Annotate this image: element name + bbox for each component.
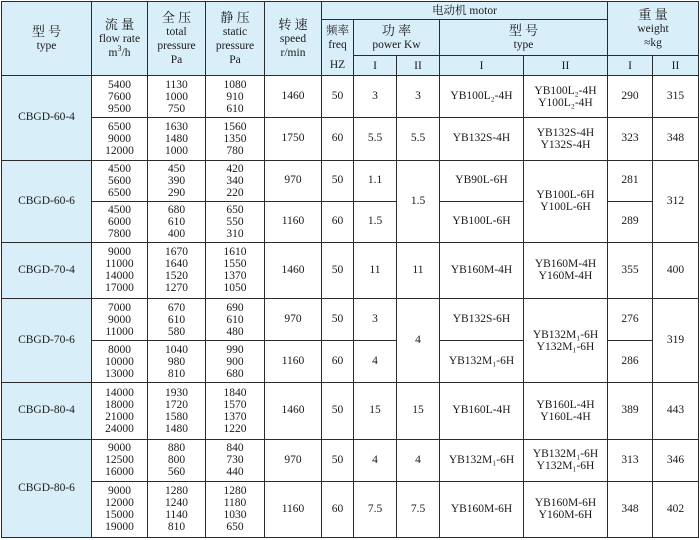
- table-row: [2, 481, 699, 537]
- weight-i-cell: 389: [608, 383, 653, 439]
- header-freq-cn: 频率: [326, 24, 349, 37]
- motor-type-ii-cell: YB100L-6H Y100L-6H: [524, 160, 608, 242]
- header-flow-unit: $m^3/h$: [108, 43, 131, 59]
- header-type-ii: II: [524, 56, 608, 76]
- weight-ii-cell: 315: [653, 76, 699, 118]
- static-pressure-cell: 1610 1550 1370 1050: [206, 242, 265, 298]
- motor-type-i-cell: YB160M-6H: [440, 481, 524, 537]
- motor-type-i-cell: YB100L₂-4H: [440, 76, 524, 118]
- speed-cell: 1460: [265, 242, 322, 298]
- header-mtype-en: type: [513, 38, 534, 51]
- weight-i-cell: 313: [608, 439, 653, 481]
- motor-type-i-cell: YB132S-4H: [440, 118, 524, 160]
- header-model-en: type: [36, 39, 57, 52]
- header-motor-type: [440, 20, 608, 56]
- header-total-cn: 全 压: [161, 9, 192, 25]
- power-i-cell: 4: [354, 439, 397, 481]
- header-power: [354, 20, 440, 56]
- weight-ii-cell: 346: [653, 439, 699, 481]
- header-power-ii: II: [397, 56, 440, 76]
- motor-type-ii-cell: YB160L-4H Y160L-4H: [524, 383, 608, 439]
- power-i-cell: 11: [354, 242, 397, 298]
- static-pressure-cell: 1560 1350 780: [206, 118, 265, 160]
- header-static-cn: 静 压: [220, 9, 250, 25]
- flow-cell: 4500 6000 7800: [92, 201, 148, 242]
- power-i-cell: 1.5: [354, 201, 397, 242]
- header-flow-cn: 流 量: [104, 16, 135, 32]
- motor-type-i-cell: YB90L-6H: [440, 160, 524, 201]
- header-static-en2: pressure: [215, 39, 255, 52]
- header-freq: [322, 20, 354, 76]
- header-power-i: I: [354, 56, 397, 76]
- freq-cell: 60: [322, 481, 354, 537]
- freq-cell: 60: [322, 118, 354, 160]
- motor-type-ii-cell: YB160M-6H Y160M-6H: [524, 481, 608, 537]
- header-weight-en: weight: [637, 22, 669, 35]
- header-weight-cn: 重 量: [638, 6, 668, 22]
- power-ii-cell: 3: [397, 76, 440, 118]
- table-row: [2, 76, 699, 118]
- header-mtype-cn: 型 号: [508, 22, 539, 38]
- power-i-cell: 15: [354, 383, 397, 439]
- header-weight: [608, 2, 699, 56]
- speed-cell: 1160: [265, 201, 322, 242]
- header-static-en1: static: [222, 25, 248, 38]
- weight-ii-cell: 443: [653, 383, 699, 439]
- static-pressure-cell: 1280 1180 1030 650: [206, 481, 265, 537]
- motor-type-ii-cell: YB132M₁-6H Y132M₁-6H: [524, 439, 608, 481]
- weight-ii-cell: 348: [653, 118, 699, 160]
- table-row: [2, 299, 699, 341]
- flow-cell: 6500 9000 12000: [92, 118, 148, 160]
- freq-cell: 50: [322, 160, 354, 201]
- power-ii-cell: 11: [397, 242, 440, 298]
- fan-model: CBGD-70-4: [2, 242, 92, 298]
- fan-model: CBGD-80-6: [2, 439, 92, 537]
- total-pressure-cell: 1280 1240 1140 810: [148, 481, 206, 537]
- weight-i-cell: 355: [608, 242, 653, 298]
- total-pressure-cell: 880 800 560: [148, 439, 206, 481]
- table-row: [2, 439, 699, 481]
- static-pressure-cell: 690 610 480: [206, 299, 265, 341]
- header-speed-cn: 转 速: [278, 16, 308, 32]
- fan-model: CBGD-60-4: [2, 76, 92, 160]
- motor-type-ii-cell: YB160M-4H Y160M-4H: [524, 242, 608, 298]
- freq-cell: 60: [322, 341, 354, 383]
- power-ii-cell: 15: [397, 383, 440, 439]
- header-speed: [265, 2, 322, 76]
- header-motor: 电动机 motor: [322, 2, 608, 20]
- weight-i-cell: 323: [608, 118, 653, 160]
- freq-cell: 50: [322, 76, 354, 118]
- flow-cell: 9000 12500 16000: [92, 439, 148, 481]
- speed-cell: 1160: [265, 341, 322, 383]
- header-total-unit: Pa: [170, 53, 183, 66]
- speed-cell: 1460: [265, 76, 322, 118]
- motor-type-i-cell: YB160L-4H: [440, 383, 524, 439]
- motor-type-ii-cell: YB100L₂-4H Y100L₂-4H: [524, 76, 608, 118]
- header-speed-unit: r/min: [280, 46, 306, 59]
- motor-type-i-cell: YB132S-6H: [440, 299, 524, 341]
- header-weight-ii: II: [653, 56, 699, 76]
- header-total-en2: pressure: [157, 39, 196, 52]
- flow-cell: 9000 12000 15000 19000: [92, 481, 148, 537]
- fan-model: CBGD-60-6: [2, 160, 92, 242]
- total-pressure-cell: 1630 1480 1000: [148, 118, 206, 160]
- header-total-pressure: [148, 2, 206, 76]
- static-pressure-cell: 1080 910 610: [206, 76, 265, 118]
- weight-i-cell: 348: [608, 481, 653, 537]
- total-pressure-cell: 1040 980 810: [148, 341, 206, 383]
- speed-cell: 970: [265, 160, 322, 201]
- flow-cell: 14000 18000 21000 24000: [92, 383, 148, 439]
- fan-model: CBGD-70-6: [2, 299, 92, 383]
- weight-ii-cell: 312: [653, 160, 699, 242]
- weight-i-cell: 286: [608, 341, 653, 383]
- table-row: [2, 383, 699, 439]
- total-pressure-cell: 1130 1000 750: [148, 76, 206, 118]
- header-weight-unit: ≈kg: [644, 36, 662, 49]
- power-i-cell: 3: [354, 76, 397, 118]
- static-pressure-cell: 840 730 440: [206, 439, 265, 481]
- header-freq-en: freq: [328, 38, 347, 51]
- header-type-i: I: [440, 56, 524, 76]
- header-flow-en: flow rate: [98, 32, 141, 45]
- flow-cell: 4500 5600 6500: [92, 160, 148, 201]
- motor-type-i-cell: YB100L-6H: [440, 201, 524, 242]
- header-static-pressure: [206, 2, 265, 76]
- header-flow: [92, 2, 148, 76]
- freq-cell: 50: [322, 299, 354, 341]
- table-row: [2, 160, 699, 201]
- total-pressure-cell: 680 610 400: [148, 201, 206, 242]
- flow-cell: 8000 10000 13000: [92, 341, 148, 383]
- motor-type-ii-cell: YB132S-4H Y132S-4H: [524, 118, 608, 160]
- header-model-cn: 型 号: [31, 23, 62, 39]
- power-i-cell: 3: [354, 299, 397, 341]
- freq-cell: 60: [322, 201, 354, 242]
- header-speed-en: speed: [279, 32, 307, 45]
- power-i-cell: 5.5: [354, 118, 397, 160]
- total-pressure-cell: 450 390 290: [148, 160, 206, 201]
- motor-type-ii-cell: YB132M₁-6H Y132M₁-6H: [524, 299, 608, 383]
- flow-cell: 9000 11000 14000 17000: [92, 242, 148, 298]
- speed-cell: 970: [265, 439, 322, 481]
- header-model: [2, 2, 92, 76]
- speed-cell: 970: [265, 299, 322, 341]
- flow-cell: 7000 9000 11000: [92, 299, 148, 341]
- freq-cell: 50: [322, 383, 354, 439]
- total-pressure-cell: 1670 1640 1520 1270: [148, 242, 206, 298]
- weight-i-cell: 276: [608, 299, 653, 341]
- speed-cell: 1160: [265, 481, 322, 537]
- freq-cell: 50: [322, 439, 354, 481]
- fan-spec-table: [1, 1, 699, 538]
- header-total-en1: total: [166, 25, 187, 38]
- freq-cell: 50: [322, 242, 354, 298]
- header-freq-unit: HZ: [329, 58, 346, 71]
- fan-model: CBGD-80-4: [2, 383, 92, 439]
- power-ii-cell: 4: [397, 439, 440, 481]
- weight-i-cell: 289: [608, 201, 653, 242]
- table-row: [2, 118, 699, 160]
- power-ii-cell: 7.5: [397, 481, 440, 537]
- total-pressure-cell: 670 610 580: [148, 299, 206, 341]
- header-power-cn: 功 率: [381, 22, 412, 38]
- motor-type-i-cell: YB160M-4H: [440, 242, 524, 298]
- total-pressure-cell: 1930 1720 1580 1480: [148, 383, 206, 439]
- power-ii-cell: 4: [397, 299, 440, 383]
- header-weight-i: I: [608, 56, 653, 76]
- flow-cell: 5400 7600 9500: [92, 76, 148, 118]
- power-ii-cell: 5.5: [397, 118, 440, 160]
- motor-type-i-cell: YB132M₁-6H: [440, 439, 524, 481]
- speed-cell: 1750: [265, 118, 322, 160]
- static-pressure-cell: 990 900 680: [206, 341, 265, 383]
- power-i-cell: 1.1: [354, 160, 397, 201]
- weight-ii-cell: 319: [653, 299, 699, 383]
- weight-ii-cell: 402: [653, 481, 699, 537]
- power-i-cell: 4: [354, 341, 397, 383]
- weight-i-cell: 290: [608, 76, 653, 118]
- weight-ii-cell: 400: [653, 242, 699, 298]
- power-i-cell: 7.5: [354, 481, 397, 537]
- power-ii-cell: 1.5: [397, 160, 440, 242]
- static-pressure-cell: 1840 1570 1370 1220: [206, 383, 265, 439]
- weight-i-cell: 281: [608, 160, 653, 201]
- motor-type-i-cell: YB132M₁-6H: [440, 341, 524, 383]
- header-power-en: power Kw: [372, 38, 421, 51]
- table-row: [2, 242, 699, 298]
- static-pressure-cell: 420 340 220: [206, 160, 265, 201]
- header-static-unit: Pa: [229, 53, 241, 66]
- static-pressure-cell: 650 550 310: [206, 201, 265, 242]
- speed-cell: 1460: [265, 383, 322, 439]
